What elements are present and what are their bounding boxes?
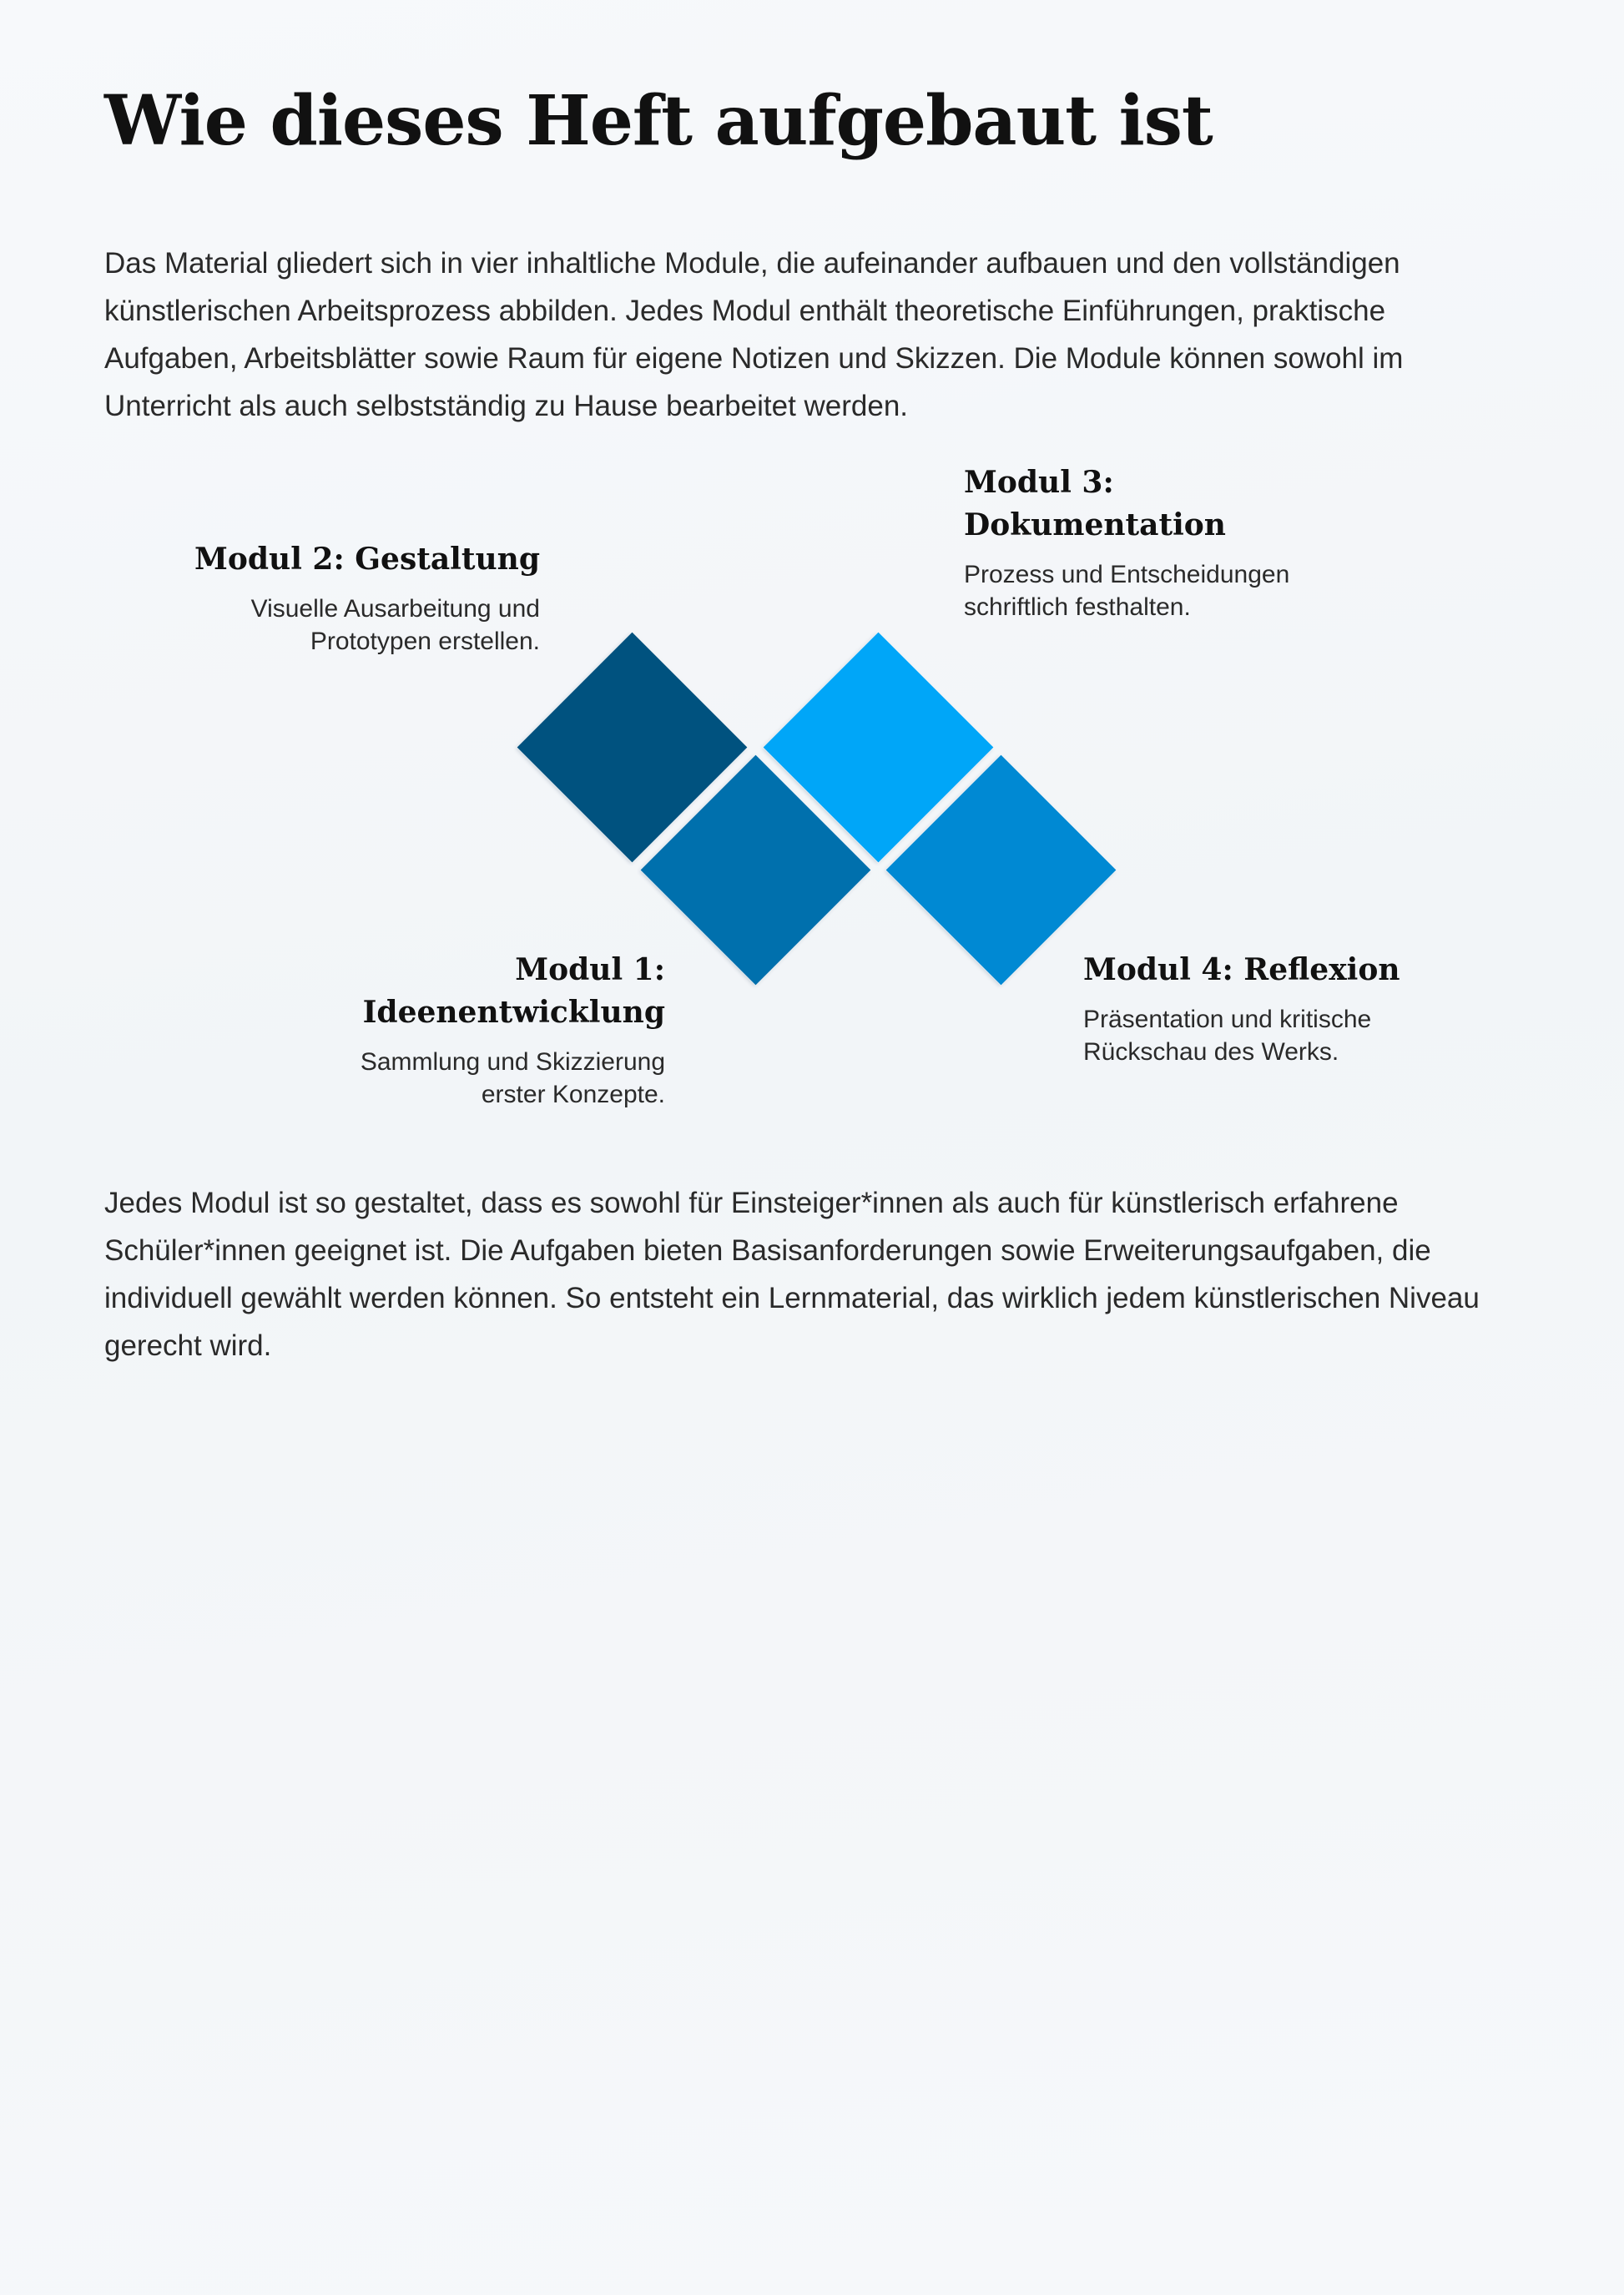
- module-3-title: Modul 3: Dokumentation: [964, 465, 1226, 542]
- module-4-label: [1083, 949, 1434, 1068]
- page-title: Wie dieses Heft aufgebaut ist: [104, 81, 1213, 161]
- module-diagram: [0, 455, 1624, 1114]
- module-2-description: Visuelle Ausarbeitung und Prototypen erstellen.: [250, 595, 540, 655]
- module-2-title: Modul 2: Gestaltung: [194, 542, 540, 577]
- module-4-description: Präsentation und kritische Rückschau des Werks.: [1083, 1006, 1372, 1066]
- module-3-label: [964, 462, 1298, 623]
- module-1-description: Sammlung und Skizzierung erster Konzepte.: [360, 1048, 665, 1108]
- module-2-label: [184, 538, 540, 658]
- module-1-title: Modul 1: Ideenentwicklung: [362, 952, 665, 1030]
- module-1-label: [321, 949, 665, 1111]
- intro-paragraph: Das Material gliedert sich in vier inhaltliche Module, die aufeinander aufbauen und den vollständigen künstlerischen Arbeitsprozess abbilden. Jedes Modul enthält theoretische Einführungen, praktische Aufgaben, Arbeitsblätter sowie Raum für eigene Notizen und Skizzen. Die Module können sowohl im Unterricht als auch selbstständig zu Hause bearbeitet werden.: [104, 247, 1404, 422]
- module-4-title: Modul 4: Reflexion: [1083, 952, 1400, 987]
- module-3-description: Prozess und Entscheidungen schriftlich festhalten.: [964, 561, 1290, 621]
- outro-paragraph: Jedes Modul ist so gestaltet, dass es sowohl für Einsteiger*innen als auch für künstlerisch erfahrene Schüler*innen geeignet ist. Die Aufgaben bieten Basisanforderungen sowie Erweiterungsaufgaben, die individuell gewählt werden können. So entsteht ein Lernmaterial, das wirklich jedem künstlerischen Niveau gerecht wird.: [104, 1187, 1480, 1362]
